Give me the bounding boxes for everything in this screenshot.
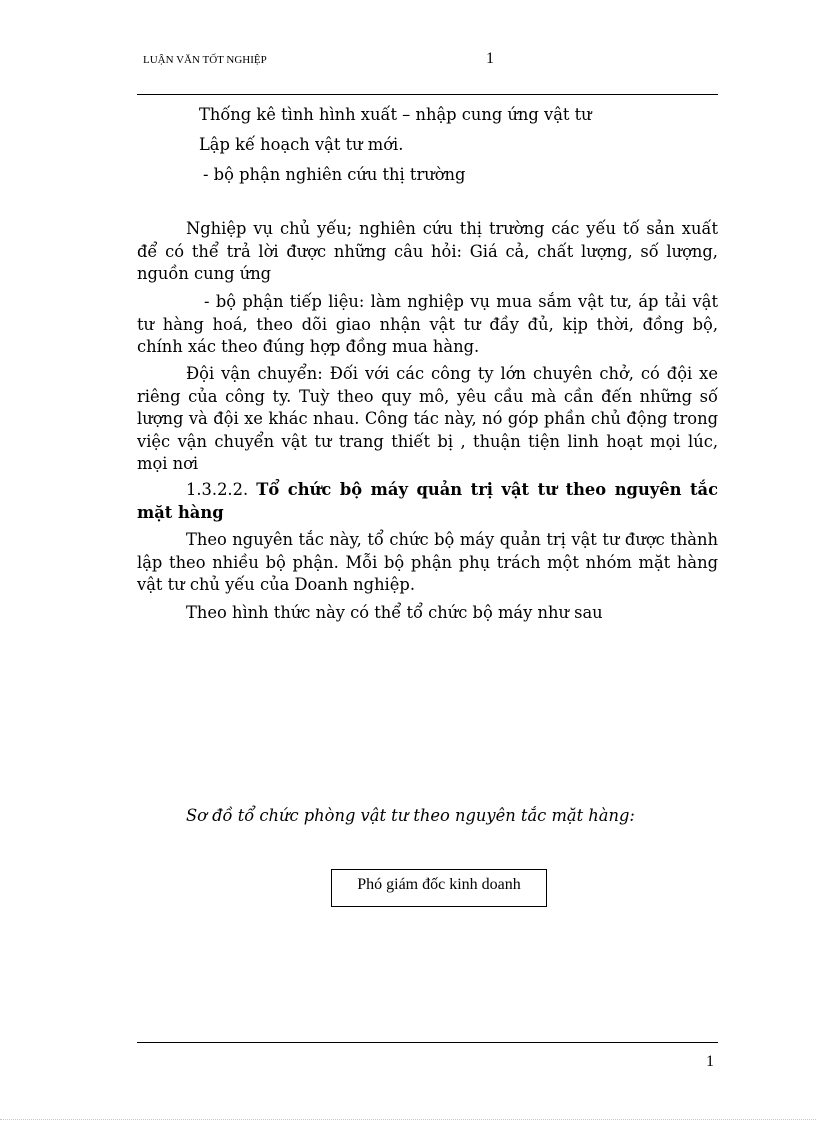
paragraph-supply-unit: - bộ phận tiếp liệu: làm nghiệp vụ mua sắm vật tư, áp tải vật tư hàng hoá, theo dõi giao nhận vật tư đầy đủ, kịp thời, đồng bộ, chính xác theo đúng hợp đồng mua hàng. [137, 292, 718, 356]
paragraph-organization-intro: Theo hình thức này có thể tổ chức bộ máy như sau [186, 603, 603, 622]
section-number: 1.3.2.2. [186, 480, 249, 499]
header-page-number: 1 [486, 50, 494, 67]
paragraph-transport-team: Đội vận chuyển: Đối với các công ty lớn chuyên chở, có đội xe riêng của công ty. Tuỳ theo quy mô, yêu cầu mà cần đến những số lượng và đội xe khác nhau. Công tác này, nó góp phần chủ động trong việc vận chuyển vật tư trang thiết bị , thuận tiện linh hoạt mọi lúc, mọi nơi [137, 364, 718, 473]
section-heading [137, 479, 718, 524]
paragraph-main-duties: Nghiệp vụ chủ yếu; nghiên cứu thị trường các yếu tố sản xuất để có thể trả lời được những câu hỏi: Giá cả, chất lượng, số lượng, nguồn cung ứng [137, 219, 718, 283]
running-header-title: LUẬN VĂN TỐT NGHIỆP [143, 54, 267, 66]
paragraph-principle: Theo nguyên tắc này, tổ chức bộ máy quản trị vật tư được thành lập theo nhiều bộ phận. Mỗi bộ phận phụ trách một nhóm mặt hàng vật tư chủ yếu của Doanh nghiệp. [137, 530, 718, 594]
body-line-planning: Lập kế hoạch vật tư mới. [199, 135, 404, 154]
body-line-market-research-unit: - bộ phận nghiên cứu thị trường [203, 165, 466, 184]
header-divider [137, 94, 718, 95]
diagram-caption: Sơ đồ tổ chức phòng vật tư theo nguyên tắc mặt hàng: [186, 806, 635, 825]
footer-page-number: 1 [706, 1053, 714, 1070]
page-bottom-edge [0, 1119, 816, 1120]
footer-divider [137, 1042, 718, 1043]
section-title: Tổ chức bộ máy quản trị vật tư theo nguyên tắc mặt hàng [137, 480, 718, 522]
org-chart-box-label: Phó giám đốc kinh doanh [357, 876, 521, 893]
body-line-statistics: Thống kê tình hình xuất – nhập cung ứng vật tư [199, 105, 592, 124]
org-chart-box-deputy-director [331, 869, 547, 907]
